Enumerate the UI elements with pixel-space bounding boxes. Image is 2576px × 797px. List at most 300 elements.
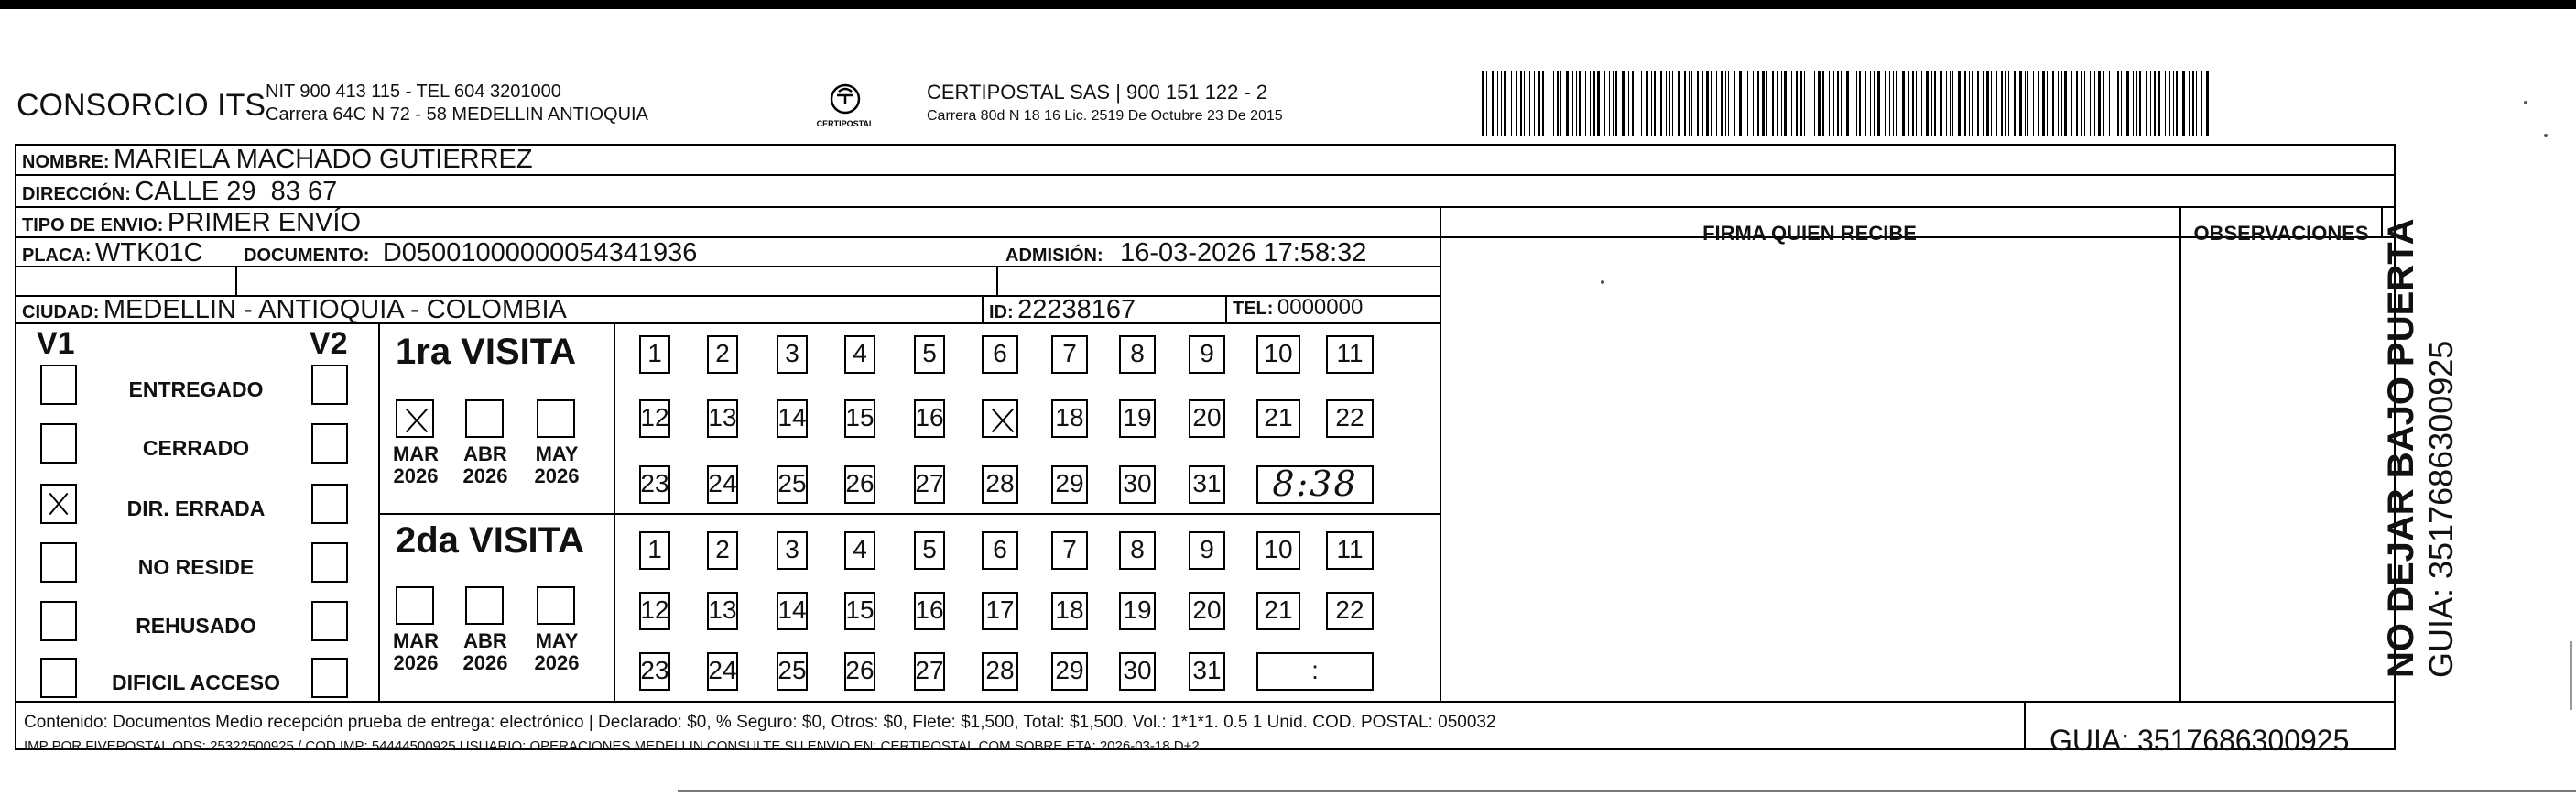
barcode-bar	[1762, 71, 1765, 136]
day-box-21[interactable]: 21	[1256, 399, 1300, 438]
v1-checkbox[interactable]	[40, 365, 77, 405]
barcode-bar	[2058, 71, 2059, 136]
month-year: 2026	[462, 464, 508, 487]
barcode-bar	[1641, 71, 1642, 136]
admision-value: 16-03-2026 17:58:32	[1120, 238, 1367, 267]
barcode-bar	[1721, 71, 1723, 136]
column-divider	[1440, 206, 1441, 701]
day-box-31[interactable]: 31	[1189, 465, 1225, 504]
day-box-28[interactable]: 28	[982, 652, 1018, 691]
day-box-17[interactable]	[982, 399, 1018, 438]
day-box-7[interactable]: 7	[1051, 335, 1088, 374]
firma-quien-recibe-label: FIRMA QUIEN RECIBE	[1702, 222, 1917, 245]
logo-text: CERTIPOSTAL	[816, 119, 875, 128]
visit-column-divider	[378, 322, 380, 701]
barcode-bar	[2038, 71, 2039, 136]
day-box-31[interactable]: 31	[1189, 652, 1225, 691]
status-option-label: NO RESIDE	[137, 555, 255, 579]
month-name: MAY	[535, 629, 579, 652]
month-label	[390, 443, 441, 487]
barcode-bar	[2196, 71, 2197, 136]
day-box-4[interactable]: 4	[844, 335, 875, 374]
barcode-bar	[1534, 71, 1535, 136]
day-box-2[interactable]: 2	[707, 335, 738, 374]
id-label: ID:	[989, 302, 1014, 322]
barcode-bar	[1977, 71, 1979, 136]
barcode-bar	[1632, 71, 1634, 136]
month-checkbox[interactable]	[537, 399, 575, 438]
v2-checkbox[interactable]	[311, 658, 348, 698]
company-nit: NIT 900 413 115 - TEL 604 3201000	[266, 82, 561, 102]
placa-label: PLACA:	[22, 246, 92, 266]
day-box-19[interactable]: 19	[1119, 592, 1156, 630]
barcode-bar	[1511, 71, 1512, 136]
barcode-bar	[1622, 71, 1625, 136]
tel-cell	[1233, 295, 1363, 321]
barcode-bar	[2169, 71, 2170, 136]
barcode-bar	[1706, 71, 1709, 136]
month-year: 2026	[393, 464, 439, 487]
barcode-bar	[1689, 71, 1690, 136]
barcode-bar	[2133, 71, 2134, 136]
time-box[interactable]: :	[1256, 652, 1374, 691]
side-guia: GUIA: 3517686300925	[2422, 340, 2460, 678]
barcode-bar	[2192, 71, 2194, 136]
barcode-bar	[1829, 71, 1830, 136]
certipostal-nit: CERTIPOSTAL SAS | 900 151 122 - 2	[927, 81, 1268, 104]
day-box-16[interactable]: 16	[914, 399, 945, 438]
day-box-9[interactable]: 9	[1189, 335, 1225, 374]
month-year: 2026	[462, 651, 508, 674]
barcode-bar	[2061, 71, 2062, 136]
direccion-label: DIRECCIÓN:	[22, 184, 131, 204]
barcode-bar	[2165, 71, 2166, 136]
tipo-envio-value: PRIMER ENVÍO	[167, 208, 362, 237]
visit2-title: 2da VISITA	[396, 520, 584, 561]
tipo-envio-row	[22, 208, 361, 238]
barcode-bar	[2121, 71, 2122, 136]
barcode-bar	[1846, 71, 1849, 136]
barcode-bar	[2084, 71, 2085, 136]
scan-dot	[2524, 101, 2527, 104]
v2-checkbox[interactable]	[311, 365, 348, 405]
barcode-bar	[1566, 71, 1569, 136]
barcode-bar	[2136, 71, 2137, 136]
ciudad-label: CIUDAD:	[22, 302, 100, 322]
v1-checkbox[interactable]	[40, 484, 77, 524]
day-box-25[interactable]: 25	[777, 652, 808, 691]
day-box-14[interactable]: 14	[777, 399, 808, 438]
barcode-bar	[1529, 71, 1530, 136]
day-box-3[interactable]: 3	[777, 531, 808, 570]
month-label	[460, 443, 511, 487]
tel-label: TEL:	[1233, 299, 1274, 319]
day-box-9[interactable]: 9	[1189, 531, 1225, 570]
visit-divider	[378, 513, 1440, 515]
tel-value: 0000000	[1277, 295, 1364, 320]
barcode-bar	[1833, 71, 1834, 136]
barcode-bar	[1711, 71, 1712, 136]
day-box-27[interactable]: 27	[914, 652, 945, 691]
day-box-13[interactable]: 13	[707, 592, 738, 630]
top-border	[0, 0, 2576, 9]
barcode-bar	[1702, 71, 1703, 136]
barcode-bar	[1615, 71, 1617, 136]
month-label	[531, 443, 582, 487]
v2-checkbox[interactable]	[311, 542, 348, 583]
barcode-bar	[1486, 71, 1487, 136]
day-box-4[interactable]: 4	[844, 531, 875, 570]
barcode-bar	[2027, 71, 2028, 136]
day-box-25[interactable]: 25	[777, 465, 808, 504]
tipo-envio-label: TIPO DE ENVIO:	[22, 215, 164, 235]
admision-cell	[1005, 238, 1366, 268]
certipostal-info	[927, 81, 1283, 128]
month-name: ABR	[463, 629, 507, 652]
barcode-bar	[1684, 71, 1686, 136]
documento-cell	[244, 238, 697, 268]
barcode-bar	[1557, 71, 1559, 136]
day-box-19[interactable]: 19	[1119, 399, 1156, 438]
barcode-bar	[1791, 71, 1792, 136]
v2-checkbox[interactable]	[311, 423, 348, 464]
side-vertical-text	[2381, 218, 2461, 678]
nombre-label: NOMBRE:	[22, 152, 110, 172]
barcode-bar	[1958, 71, 1961, 136]
v2-checkbox[interactable]	[311, 484, 348, 524]
barcode-bar	[1837, 71, 1839, 136]
day-box-24[interactable]: 24	[707, 652, 738, 691]
barcode-bar	[1921, 71, 1922, 136]
company-name: CONSORCIO ITS	[16, 88, 266, 123]
day-box-12[interactable]: 12	[639, 592, 670, 630]
placa-value: WTK01C	[95, 238, 203, 267]
barcode-bar	[1856, 71, 1857, 136]
day-box-15[interactable]: 15	[844, 592, 875, 630]
barcode-bar	[1972, 71, 1973, 136]
day-box-30[interactable]: 30	[1119, 652, 1156, 691]
barcode-bar	[2201, 71, 2202, 136]
barcode-bar	[1579, 71, 1581, 136]
day-box-30[interactable]: 30	[1119, 465, 1156, 504]
barcode-bar	[2158, 71, 2160, 136]
barcode-bar	[1501, 71, 1502, 136]
barcode-bar	[1814, 71, 1815, 136]
barcode-bar	[2126, 71, 2129, 136]
barcode-bar	[2033, 71, 2034, 136]
v2-checkbox[interactable]	[311, 601, 348, 641]
barcode-bar	[1572, 71, 1573, 136]
barcode-bar	[2076, 71, 2078, 136]
day-box-7[interactable]: 7	[1051, 531, 1088, 570]
barcode-bar	[1772, 71, 1774, 136]
month-label	[460, 630, 511, 674]
day-box-20[interactable]: 20	[1189, 592, 1225, 630]
barcode-bar	[1877, 71, 1880, 136]
barcode-bar	[1492, 71, 1494, 136]
barcode-bar	[2189, 71, 2190, 136]
direccion-value: CALLE 29 83 67	[135, 177, 338, 206]
day-box-21[interactable]: 21	[1256, 592, 1300, 630]
cell-divider	[996, 266, 998, 295]
barcode-bar	[1593, 71, 1595, 136]
barcode-bar	[1934, 71, 1936, 136]
day-box-26[interactable]: 26	[844, 465, 875, 504]
barcode-bar	[2090, 71, 2091, 136]
day-box-29[interactable]: 29	[1051, 652, 1088, 691]
day-box-5[interactable]: 5	[914, 335, 945, 374]
month-label	[390, 630, 441, 674]
month-name: ABR	[463, 442, 507, 465]
barcode-bar	[2173, 71, 2174, 136]
barcode-bar	[1969, 71, 1970, 136]
barcode-bar	[2071, 71, 2072, 136]
day-box-11[interactable]: 11	[1326, 335, 1374, 374]
barcode-bar	[1497, 71, 1498, 136]
visit1-title: 1ra VISITA	[396, 332, 577, 372]
signature-dot	[1601, 280, 1604, 284]
barcode-bar	[1986, 71, 1989, 136]
day-box-12[interactable]: 12	[639, 399, 670, 438]
day-box-2[interactable]: 2	[707, 531, 738, 570]
barcode-bar	[1524, 71, 1525, 136]
barcode-bar	[1728, 71, 1729, 136]
barcode-bar	[1940, 71, 1942, 136]
day-box-26[interactable]: 26	[844, 652, 875, 691]
barcode-bar	[1916, 71, 1917, 136]
barcode-bar	[1590, 71, 1591, 136]
barcode-bar	[1889, 71, 1890, 136]
month-label	[531, 630, 582, 674]
barcode-bar	[1504, 71, 1506, 136]
cell-divider	[982, 295, 984, 322]
barcode-bar	[2047, 71, 2048, 136]
barcode-bar	[1666, 71, 1667, 136]
placa-cell	[22, 238, 203, 268]
barcode-bar	[1613, 71, 1614, 136]
day-box-22[interactable]: 22	[1326, 592, 1374, 630]
status-option-label: REHUSADO	[136, 614, 256, 638]
day-box-23[interactable]: 23	[639, 465, 670, 504]
month-checkbox[interactable]	[396, 399, 434, 438]
barcode-bar	[1516, 71, 1517, 136]
barcode-bar	[1931, 71, 1932, 136]
v1-checkbox[interactable]	[40, 658, 77, 698]
day-box-5[interactable]: 5	[914, 531, 945, 570]
scan-dot	[2544, 134, 2548, 137]
barcode-bar	[1781, 71, 1782, 136]
barcode-bar	[1753, 71, 1754, 136]
ciudad-value: MEDELLIN - ANTIOQUIA - COLOMBIA	[103, 295, 567, 324]
day-box-3[interactable]: 3	[777, 335, 808, 374]
time-box[interactable]: 8:38	[1256, 465, 1374, 504]
barcode-bar	[2064, 71, 2067, 136]
barcode-bar	[1766, 71, 1767, 136]
direccion-row	[22, 177, 337, 207]
barcode-bar	[1896, 71, 1897, 136]
barcode-bar	[2025, 71, 2026, 136]
barcode-bar	[2139, 71, 2141, 136]
company-info	[266, 81, 648, 126]
day-box-23[interactable]: 23	[639, 652, 670, 691]
day-box-1[interactable]: 1	[639, 531, 670, 570]
day-box-18[interactable]: 18	[1051, 399, 1088, 438]
footer-impresion: IMP POR FIVEPOSTAL ODS: 25322500925 / COD.IMP: 54444500925 USUARIO: OPERACIONES MEDELLIN CONSULTE SU ENVIO EN: CERTIPOSTAL.COM SOBRE ETA: 2026-03-18 D+2	[24, 738, 1200, 754]
barcode-bar	[2098, 71, 2101, 136]
cell-divider	[1225, 295, 1227, 322]
barcode-bar	[1609, 71, 1610, 136]
barcode-bar	[2014, 71, 2016, 136]
barcode-bar	[1597, 71, 1600, 136]
barcode-bar	[1739, 71, 1742, 136]
observaciones-label: OBSERVACIONES	[2193, 222, 2369, 245]
day-box-8[interactable]: 8	[1119, 335, 1156, 374]
barcode-bar	[1908, 71, 1909, 136]
barcode-bar	[1628, 71, 1629, 136]
barcode-bar	[1747, 71, 1748, 136]
barcode-bar	[1800, 71, 1802, 136]
month-checkbox[interactable]	[396, 586, 434, 625]
day-box-28[interactable]: 28	[982, 465, 1018, 504]
day-box-18[interactable]: 18	[1051, 592, 1088, 630]
no-dejar-bajo-puerta: NO DEJAR BAJO PUERTA	[2381, 218, 2421, 678]
status-option-label: CERRADO	[142, 436, 250, 460]
month-name: MAR	[392, 442, 440, 465]
barcode-bar	[1691, 71, 1692, 136]
day-box-16[interactable]: 16	[914, 592, 945, 630]
barcode-bar	[2109, 71, 2110, 136]
edge-mark	[2570, 641, 2572, 710]
barcode-bar	[2154, 71, 2156, 136]
day-column-divider	[614, 322, 615, 701]
day-box-24[interactable]: 24	[707, 465, 738, 504]
day-box-17[interactable]: 17	[982, 592, 1018, 630]
day-box-8[interactable]: 8	[1119, 531, 1156, 570]
day-box-14[interactable]: 14	[777, 592, 808, 630]
day-box-20[interactable]: 20	[1189, 399, 1225, 438]
documento-label: DOCUMENTO:	[244, 246, 370, 266]
barcode-bar	[1964, 71, 1966, 136]
company-address: Carrera 64C N 72 - 58 MEDELLIN ANTIOQUIA	[266, 104, 648, 125]
documento-value: D05001000000054341936	[382, 238, 698, 267]
month-year: 2026	[534, 651, 580, 674]
barcode-bar	[1874, 71, 1875, 136]
barcode-bar	[1926, 71, 1929, 136]
day-box-6[interactable]: 6	[982, 531, 1018, 570]
barcode-bar	[1983, 71, 1984, 136]
barcode-bar	[1576, 71, 1577, 136]
month-checkbox[interactable]	[465, 399, 504, 438]
barcode-bar	[1560, 71, 1561, 136]
bottom-cut-line	[678, 790, 2576, 792]
barcode-bar	[1991, 71, 1992, 136]
month-year: 2026	[393, 651, 439, 674]
barcode-bar	[1734, 71, 1735, 136]
status-option-label: ENTREGADO	[128, 377, 264, 401]
id-cell	[989, 295, 1136, 325]
month-name: MAY	[535, 442, 579, 465]
barcode-bar	[2042, 71, 2045, 136]
certipostal-license: Carrera 80d N 18 16 Lic. 2519 De Octubre 23 De 2015	[927, 108, 1283, 124]
v1-checkbox[interactable]	[40, 601, 77, 641]
v1-checkbox[interactable]	[40, 423, 77, 464]
barcode-bar	[2176, 71, 2178, 136]
day-box-10[interactable]: 10	[1256, 335, 1300, 374]
barcode-bar	[1697, 71, 1699, 136]
barcode-bar	[2052, 71, 2054, 136]
footer-divider	[2024, 701, 2026, 750]
day-box-13[interactable]: 13	[707, 399, 738, 438]
footer-contenido: Contenido: Documentos Medio recepción prueba de entrega: electrónico | Declarado: $0, % Seguro: $0, Otros: $0, Flete: $1,500, Total: $1,500. Vol.: 1*1*1. 0.5 1 Unid. COD. POSTAL: 050032	[24, 713, 1496, 732]
barcode-bar	[1996, 71, 1997, 136]
status-option-label: DIR. ERRADA	[126, 497, 266, 520]
barcode-bar	[1893, 71, 1894, 136]
day-box-29[interactable]: 29	[1051, 465, 1088, 504]
barcode-bar	[1672, 71, 1673, 136]
barcode-bar	[1669, 71, 1670, 136]
certipostal-logo	[804, 79, 886, 134]
day-box-6[interactable]: 6	[982, 335, 1018, 374]
barcode-bar	[1585, 71, 1586, 136]
barcode-bar	[1902, 71, 1905, 136]
month-checkbox[interactable]	[465, 586, 504, 625]
ciudad-cell	[22, 295, 567, 325]
barcode-bar	[2206, 71, 2209, 136]
barcode-bar	[1538, 71, 1540, 136]
barcode-bar	[1784, 71, 1787, 136]
barcode-bar	[2005, 71, 2006, 136]
barcode	[1482, 71, 2222, 136]
barcode-bar	[1796, 71, 1798, 136]
day-box-1[interactable]: 1	[639, 335, 670, 374]
day-box-10[interactable]: 10	[1256, 531, 1300, 570]
barcode-bar	[1542, 71, 1544, 136]
barcode-bar	[1912, 71, 1914, 136]
v1-checkbox[interactable]	[40, 542, 77, 583]
admision-label: ADMISIÓN:	[1005, 246, 1103, 266]
v2-label: V2	[310, 326, 348, 361]
barcode-bar	[1865, 71, 1866, 136]
barcode-bar	[1952, 71, 1953, 136]
barcode-bar	[2019, 71, 2022, 136]
barcode-bar	[1946, 71, 1947, 136]
day-box-22[interactable]: 22	[1326, 399, 1374, 438]
barcode-bar	[1651, 71, 1652, 136]
cell-divider	[235, 266, 237, 295]
month-year: 2026	[534, 464, 580, 487]
barcode-bar	[1777, 71, 1778, 136]
day-box-11[interactable]: 11	[1326, 531, 1374, 570]
barcode-bar	[1870, 71, 1871, 136]
barcode-bar	[1604, 71, 1605, 136]
barcode-bar	[1757, 71, 1759, 136]
barcode-bar	[1482, 71, 1484, 136]
barcode-bar	[2150, 71, 2151, 136]
barcode-bar	[1654, 71, 1656, 136]
barcode-bar	[2081, 71, 2082, 136]
barcode-bar	[1660, 71, 1662, 136]
v1-label: V1	[37, 326, 75, 361]
barcode-bar	[1520, 71, 1522, 136]
barcode-bar	[1841, 71, 1842, 136]
barcode-bar	[2094, 71, 2095, 136]
barcode-bar	[1553, 71, 1554, 136]
month-checkbox[interactable]	[537, 586, 575, 625]
day-box-15[interactable]: 15	[844, 399, 875, 438]
footer-divider	[15, 701, 2396, 703]
barcode-bar	[1822, 71, 1824, 136]
day-box-27[interactable]: 27	[914, 465, 945, 504]
